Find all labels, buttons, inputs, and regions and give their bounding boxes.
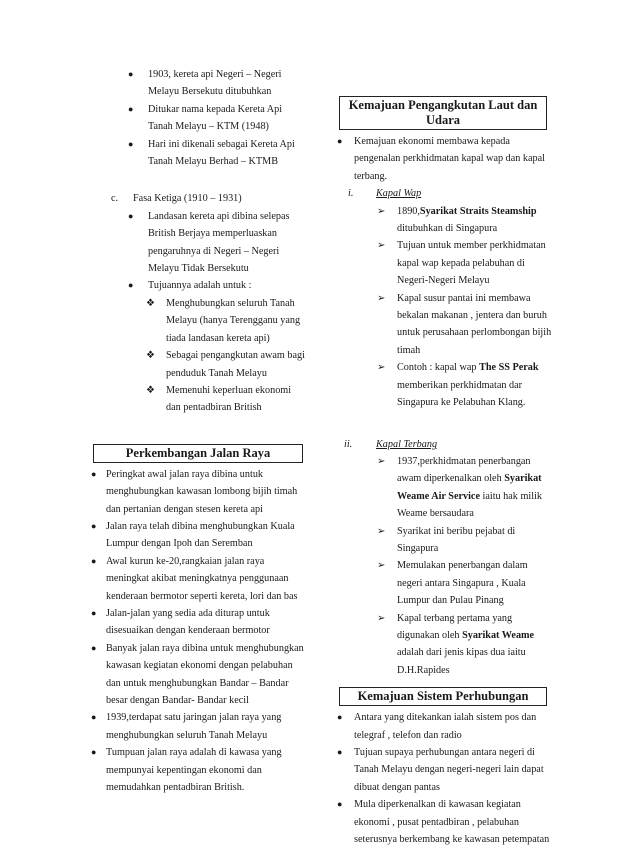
list-item-text: Banyak jalan raya dibina untuk menghubungkan kawasan kegiatan ekonomi dengan pelabuhan dan untuk menghubungkan Bandar – Bandar besar dengan Bandar- Bandar kecil bbox=[106, 642, 304, 706]
item-text: adalah dari jenis kipas dua iaitu D.H.Rapides bbox=[397, 647, 526, 676]
list-item bbox=[128, 208, 308, 278]
item-text: Kapal terbang pertama yang digunakan oleh bbox=[397, 612, 513, 641]
bullet-icon: ● bbox=[91, 747, 97, 758]
bullet-icon: ● bbox=[337, 747, 343, 757]
section-c-label: c. bbox=[111, 193, 119, 205]
top-list bbox=[93, 66, 308, 170]
item-text: 1890, bbox=[397, 205, 420, 217]
item-text: Kapal susur pantai ini membawa bekalan makanan , jentera dan buruh untuk perusahaan perlombongan bijih timah bbox=[397, 292, 552, 356]
list-item bbox=[377, 557, 553, 609]
list-item-text: Tujuan supaya perhubungan antara negeri di Tanah Melayu dengan negeri-negeri lain dapat dibuat dengan pantas bbox=[354, 747, 544, 793]
list-item bbox=[91, 553, 308, 605]
item-text: Syarikat ini beribu pejabat di Singapura bbox=[397, 525, 516, 554]
list-item-text: Jalan-jalan yang sedia ada diturap untuk disesuaikan dengan kenderaan bermotor bbox=[106, 607, 270, 637]
list-item bbox=[91, 466, 308, 518]
kapal-terbang-list bbox=[339, 453, 553, 679]
list-item bbox=[377, 237, 553, 289]
bullet-icon: ● bbox=[337, 799, 343, 810]
section-c-title: Fasa Ketiga (1910 – 1931) bbox=[133, 193, 242, 205]
kapal-wap-label: i. bbox=[348, 188, 354, 200]
list-item-text: 1939,terdapat satu jaringan jalan raya yang menghubungkan seluruh Tanah Melayu bbox=[106, 712, 282, 741]
item-text: Memulakan penerbangan dalam negeri antara Singapura , Kuala Lumpur dan Pulau Pinang bbox=[397, 560, 528, 607]
list-item bbox=[146, 295, 308, 347]
list-item-text: Awal kurun ke-20,rangkaian jalan raya meningkat akibat meningkatnya penggunaan kenderaan bermotor seperti kereta, lori dan bas bbox=[106, 555, 298, 602]
list-item bbox=[377, 203, 553, 238]
list-item-text: Peringkat awal jalan raya dibina untuk menghubungkan kawasan lombong bijih timah dan pertanian dengan stesen kereta api bbox=[106, 468, 298, 515]
item-text: 1937,perkhidmatan penerbangan awam diperkenalkan oleh bbox=[397, 455, 531, 485]
bullet-icon: ● bbox=[128, 210, 134, 221]
list-item-text: Ditukar nama kepada Kereta Api Tanah Melayu – KTM (1948) bbox=[148, 103, 283, 133]
list-item-text: Mula diperkenalkan di kawasan kegiatan ekonomi , pusat pentadbiran , pelabuhan seterusnya berkembang ke kawasan petempatan bbox=[354, 799, 550, 846]
bullet-icon: ● bbox=[337, 712, 343, 723]
item-text: Tujuan untuk member perkhidmatan kapal wap kepada pelabuhan di Negeri-Negeri Melayu bbox=[397, 240, 546, 287]
laut-intro-item bbox=[339, 133, 553, 185]
arrow-bullet-icon: ➢ bbox=[377, 612, 386, 624]
item-bold-text: Syarikat Weame bbox=[462, 629, 535, 641]
bullet-icon: ● bbox=[91, 642, 97, 653]
list-item bbox=[377, 523, 553, 558]
kapal-wap-list bbox=[339, 203, 553, 412]
item-text: iaitu hak milik Weame bersaudara bbox=[397, 490, 542, 520]
list-item bbox=[377, 290, 553, 360]
item-text: ditubuhkan di Singapura bbox=[397, 223, 498, 235]
jalan-raya-heading: Perkembangan Jalan Raya bbox=[93, 444, 303, 463]
bullet-icon: ● bbox=[91, 607, 97, 618]
bullet-icon: ● bbox=[91, 520, 97, 531]
list-item-text: Hari ini dikenali sebagai Kereta Api Tanah Melayu Berhad – KTMB bbox=[148, 138, 295, 168]
bullet-icon: ● bbox=[128, 280, 134, 291]
right-column bbox=[339, 96, 553, 848]
list-item-text: Kemajuan ekonomi membawa kepada pengenalan perkhidmatan kapal wap dan kapal terbang. bbox=[354, 136, 545, 182]
bullet-icon: ● bbox=[128, 69, 134, 79]
list-item-text: Antara yang ditekankan ialah sistem pos dan telegraf , telefon dan radio bbox=[354, 712, 537, 741]
item-bold-text: Syarikat Straits Steamship bbox=[419, 205, 537, 217]
jalan-raya-list bbox=[93, 466, 308, 797]
kapal-wap-heading bbox=[339, 185, 553, 202]
list-item bbox=[377, 610, 553, 680]
list-item bbox=[337, 744, 553, 796]
arrow-bullet-icon: ➢ bbox=[377, 205, 386, 217]
c-sublist bbox=[148, 295, 308, 417]
bullet-icon: ● bbox=[128, 138, 134, 149]
list-item bbox=[337, 796, 553, 848]
diamond-bullet-icon: ❖ bbox=[146, 384, 155, 396]
arrow-bullet-icon: ➢ bbox=[377, 455, 386, 467]
list-item-text: Jalan raya telah dibina menghubungkan Kuala Lumpur dengan Ipoh dan Seremban bbox=[106, 520, 295, 550]
diamond-bullet-icon: ❖ bbox=[146, 297, 155, 309]
list-item bbox=[337, 709, 553, 744]
list-item bbox=[128, 277, 308, 294]
item-text: memberikan perkhidmatan dar Singapura ke Pelabuhan Klang. bbox=[397, 379, 526, 409]
list-item-text: Sebagai pengangkutan awam bagi penduduk Tanah Melayu bbox=[166, 350, 305, 379]
arrow-bullet-icon: ➢ bbox=[377, 362, 386, 374]
diamond-bullet-icon: ❖ bbox=[146, 350, 155, 362]
list-item-text: Landasan kereta api dibina selepas British Berjaya memperluaskan pengaruhnya di Negeri – Negeri Melayu Tidak Bersekutu bbox=[148, 210, 290, 275]
bullet-icon: ● bbox=[91, 555, 97, 566]
list-item-text: Memenuhi keperluan ekonomi dan pentadbiran British bbox=[166, 384, 292, 414]
list-item bbox=[91, 605, 308, 640]
item-bold-text: The SS Perak bbox=[479, 362, 539, 374]
list-item bbox=[128, 66, 308, 101]
list-item bbox=[128, 101, 308, 136]
list-item-text: 1903, kereta api Negeri – Negeri Melayu Bersekutu ditubuhkan bbox=[148, 69, 282, 98]
list-item bbox=[91, 640, 308, 710]
arrow-bullet-icon: ➢ bbox=[377, 292, 386, 304]
section-c-heading bbox=[93, 190, 308, 207]
arrow-bullet-icon: ➢ bbox=[377, 240, 386, 252]
kapal-terbang-heading bbox=[339, 436, 553, 453]
item-bold-text: Syarikat Weame Air Service bbox=[397, 473, 542, 502]
bullet-icon: ● bbox=[91, 712, 97, 723]
kapal-terbang-title: Kapal Terbang bbox=[376, 438, 438, 450]
item-text: Contoh : kapal wap bbox=[397, 362, 480, 374]
bullet-icon: ● bbox=[337, 136, 343, 146]
laut-udara-heading: Kemajuan Pengangkutan Laut dan Udara bbox=[339, 96, 547, 130]
bullet-icon: ● bbox=[128, 103, 134, 114]
list-item-text: Tujuannya adalah untuk : bbox=[148, 280, 252, 292]
list-item bbox=[91, 518, 308, 553]
section-c-list bbox=[93, 208, 308, 417]
perhubungan-list bbox=[339, 709, 553, 848]
list-item bbox=[146, 382, 308, 417]
left-column bbox=[93, 66, 308, 796]
bullet-icon: ● bbox=[91, 468, 97, 479]
arrow-bullet-icon: ➢ bbox=[377, 525, 386, 537]
list-item bbox=[128, 136, 308, 171]
list-item bbox=[91, 709, 308, 744]
list-item-text: Tumpuan jalan raya adalah di kawasa yang mempunyai kepentingan ekonomi dan memudahkan pentadbiran British. bbox=[106, 747, 282, 794]
arrow-bullet-icon: ➢ bbox=[377, 560, 386, 572]
list-item-text: Menghubungkan seluruh Tanah Melayu (hanya Terengganu yang tiada landasan kereta api) bbox=[166, 297, 301, 344]
list-item bbox=[91, 744, 308, 796]
perhubungan-heading: Kemajuan Sistem Perhubungan bbox=[339, 687, 547, 706]
list-item bbox=[146, 347, 308, 382]
list-item bbox=[377, 453, 553, 523]
list-item bbox=[377, 359, 553, 411]
kapal-terbang-label: ii. bbox=[344, 438, 353, 450]
kapal-wap-title: Kapal Wap bbox=[376, 188, 422, 200]
